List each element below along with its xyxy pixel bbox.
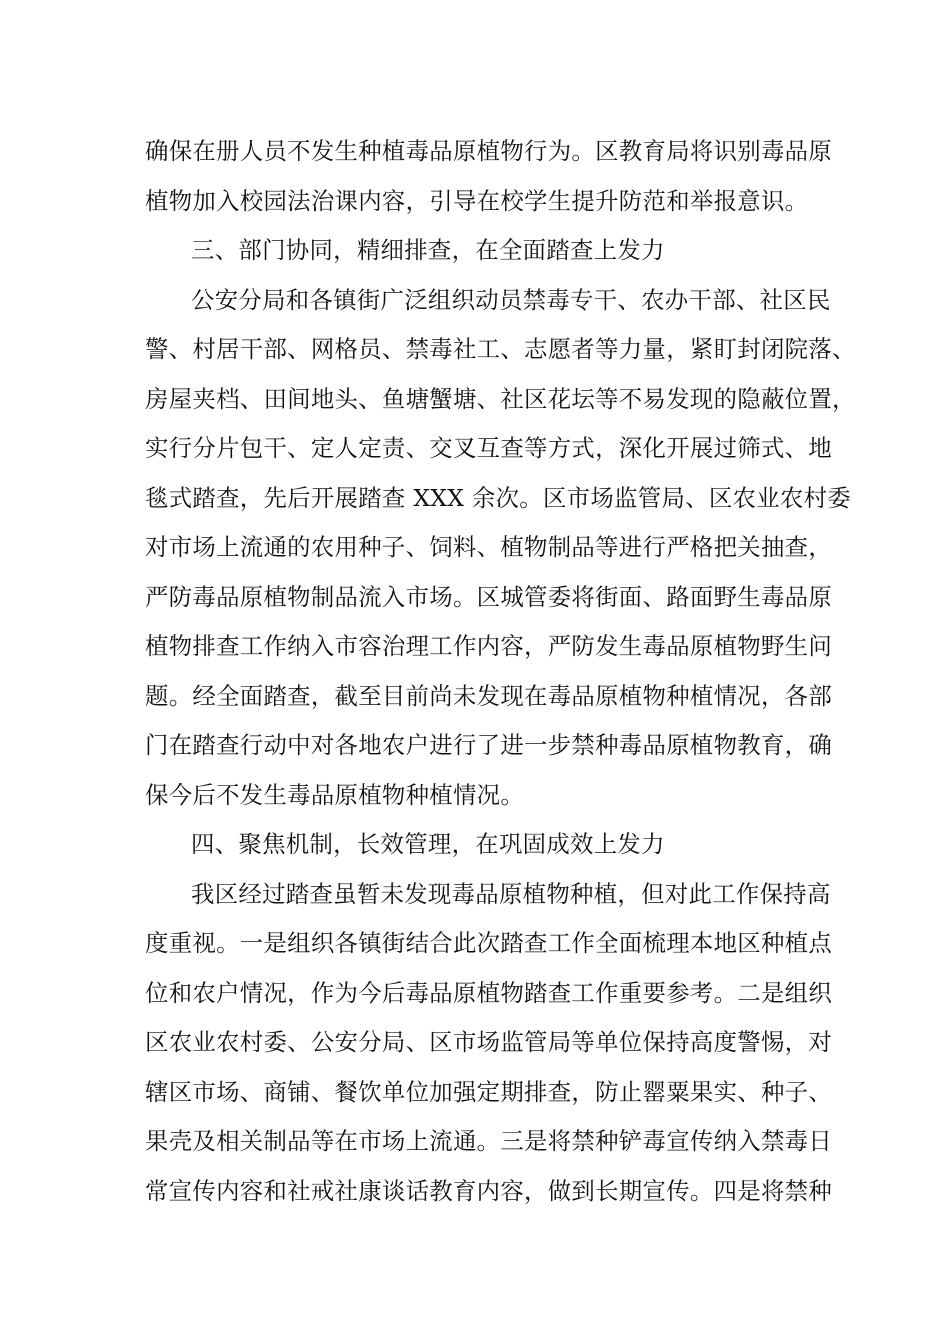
text-line: 对市场上流通的农用种子、饲料、植物制品等进行严格把关抽查， [145,533,833,561]
text-line: 保今后不发生毒品原植物种植情况。 [145,780,525,809]
text-line: 植物排查工作纳入市容治理工作内容，严防发生毒品原植物野生问 [145,632,833,660]
text-line: 位和农户情况，作为今后毒品原植物踏查工作重要参考。二是组织 [145,978,833,1007]
paragraph-first-line: 公安分局和各镇街广泛组织动员禁毒专干、农办干部、社区民 [191,285,831,314]
text-line: 房屋夹档、田间地头、鱼塘蟹塘、社区花坛等不易发现的隐蔽位置， [145,384,856,413]
text-line: 严防毒品原植物制品流入市场。区城管委将街面、路面野生毒品原 [145,582,833,611]
text-line: 度重视。一是组织各镇街结合此次踏查工作全面梳理本地区种植点 [145,929,833,957]
text-line: 毯式踏查，先后开展踏查 XXX 余次。区市场监管局、区农业农村委 [145,483,851,512]
section-heading: 四、聚焦机制，长效管理，在巩固成效上发力 [191,830,665,858]
section-heading: 三、部门协同，精细排查，在全面踏查上发力 [191,236,665,264]
text-line: 实行分片包干、定人定责、交叉互查等方式，深化开展过筛式、地 [145,434,833,462]
text-line: 题。经全面踏查，截至目前尚未发现在毒品原植物种植情况，各部 [145,681,833,710]
text-line: 区农业农村委、公安分局、区市场监管局等单位保持高度警惕，对 [145,1028,833,1056]
document-body [145,127,856,1216]
text-line: 确保在册人员不发生种植毒品原植物行为。区教育局将识别毒品原 [145,137,833,165]
text-line: 植物加入校园法治课内容，引导在校学生提升防范和举报意识。 [145,186,809,215]
text-line: 警、村居干部、网格员、禁毒社工、志愿者等力量，紧盯封闭院落、 [145,335,856,363]
text-line: 辖区市场、商铺、餐饮单位加强定期排查，防止罂粟果实、种子、 [145,1077,833,1106]
text-line: 常宣传内容和社戒社康谈话教育内容，做到长期宣传。四是将禁种 [145,1176,833,1205]
paragraph-first-line: 我区经过踏查虽暂未发现毒品原植物种植，但对此工作保持高 [191,879,831,908]
text-line: 果壳及相关制品等在市场上流通。三是将禁种铲毒宣传纳入禁毒日 [145,1127,833,1155]
text-line: 门在踏查行动中对各地农户进行了进一步禁种毒品原植物教育，确 [145,731,833,759]
